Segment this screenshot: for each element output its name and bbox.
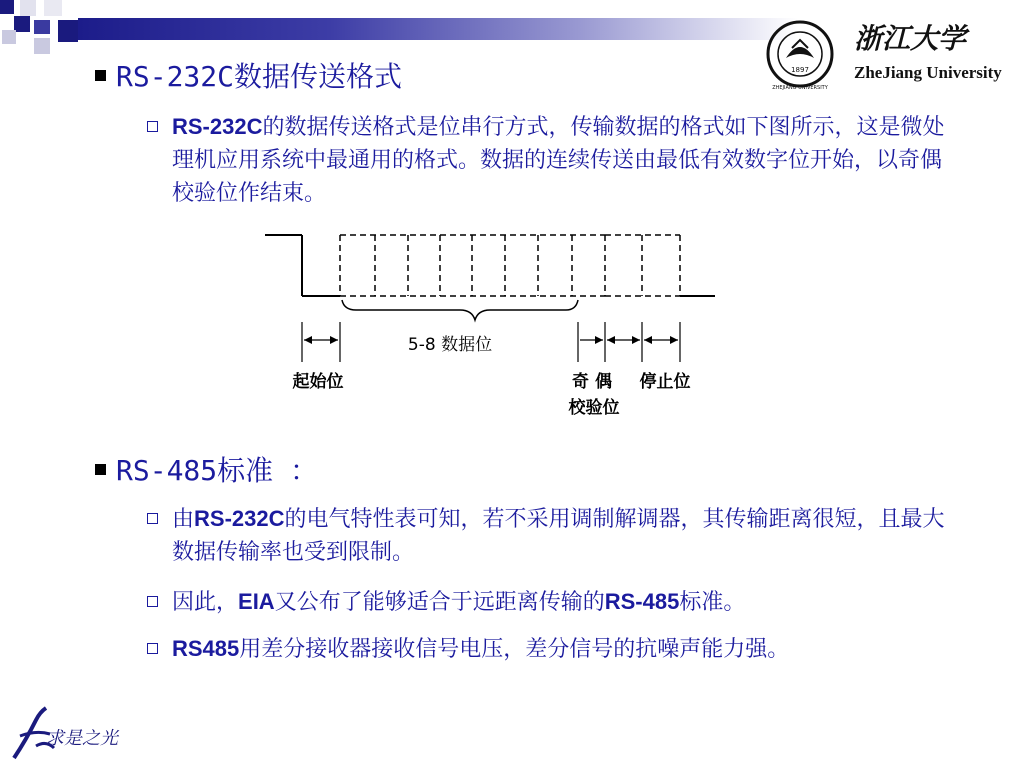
section-title-rs485 — [95, 455, 318, 487]
bold-term: EIA — [238, 589, 275, 614]
deco-square — [2, 30, 16, 44]
rs485-item-3 — [172, 632, 982, 666]
logo-cn-name: 浙江大学 — [854, 22, 967, 55]
sub-bullet — [147, 121, 158, 132]
bullet-square — [95, 464, 106, 475]
seal-text: ZHEJIANG UNIVERSITY — [772, 85, 828, 91]
logo-en-name: ZheJiang University — [854, 63, 1002, 82]
item-text: 由 — [172, 507, 195, 532]
bold-term: RS485 — [172, 636, 240, 661]
data-bits-label: 5-8 数据位 — [407, 335, 493, 355]
deco-square — [34, 38, 50, 54]
parity-label-2: 校验位 — [568, 398, 620, 418]
corner-mark-text: 求是之光 — [46, 728, 118, 749]
bold-term: RS-485 — [604, 589, 680, 614]
deco-square — [14, 16, 30, 32]
rs485-item-1 — [172, 502, 962, 569]
sub-bullet — [147, 513, 158, 524]
rs485-item-2 — [172, 585, 962, 619]
start-bit-label: 起始位 — [292, 372, 344, 392]
item-text: 因此， — [172, 590, 239, 615]
section-title-rs232c — [95, 61, 402, 93]
item-text: 标准。 — [679, 590, 746, 615]
parity-label-1: 奇 偶 — [572, 372, 612, 392]
section-title-text: RS-232C数据传送格式 — [116, 60, 403, 93]
item-text: 用差分接收器接收信号电压，差分信号的抗噪声能力强。 — [239, 637, 790, 662]
item-text: 又公布了能够适合于远距离传输的 — [274, 590, 605, 615]
seal-year: 1897 — [791, 66, 809, 74]
deco-square — [34, 20, 50, 34]
paragraph-rs232c-format — [172, 110, 962, 210]
deco-square — [44, 0, 62, 16]
deco-square — [0, 0, 14, 14]
sub-bullet — [147, 643, 158, 654]
bullet-square — [95, 70, 106, 81]
bold-term: RS-232C — [194, 506, 285, 531]
bold-term: RS-232C — [172, 114, 263, 139]
deco-square — [20, 0, 36, 16]
deco-square — [58, 20, 78, 42]
item-text: 的电气特性表可知，若不采用调制解调器，其传输距离很短，且最大数据传输率也受到限制。 — [172, 507, 945, 565]
university-logo — [764, 14, 1016, 94]
section-title-text: RS-485标准 ： — [116, 454, 319, 487]
sub-bullet — [147, 596, 158, 607]
paragraph-text: 的数据传送格式是位串行方式，传输数据的格式如下图所示，这是微处理机应用系统中最通用的格式。数据的连续传送由最低有效数字位开始，以奇偶校验位作结束。 — [172, 115, 945, 206]
stop-bit-label: 停止位 — [639, 372, 691, 392]
rs232c-frame-diagram — [260, 230, 730, 430]
calligraphy-logo — [6, 700, 126, 764]
